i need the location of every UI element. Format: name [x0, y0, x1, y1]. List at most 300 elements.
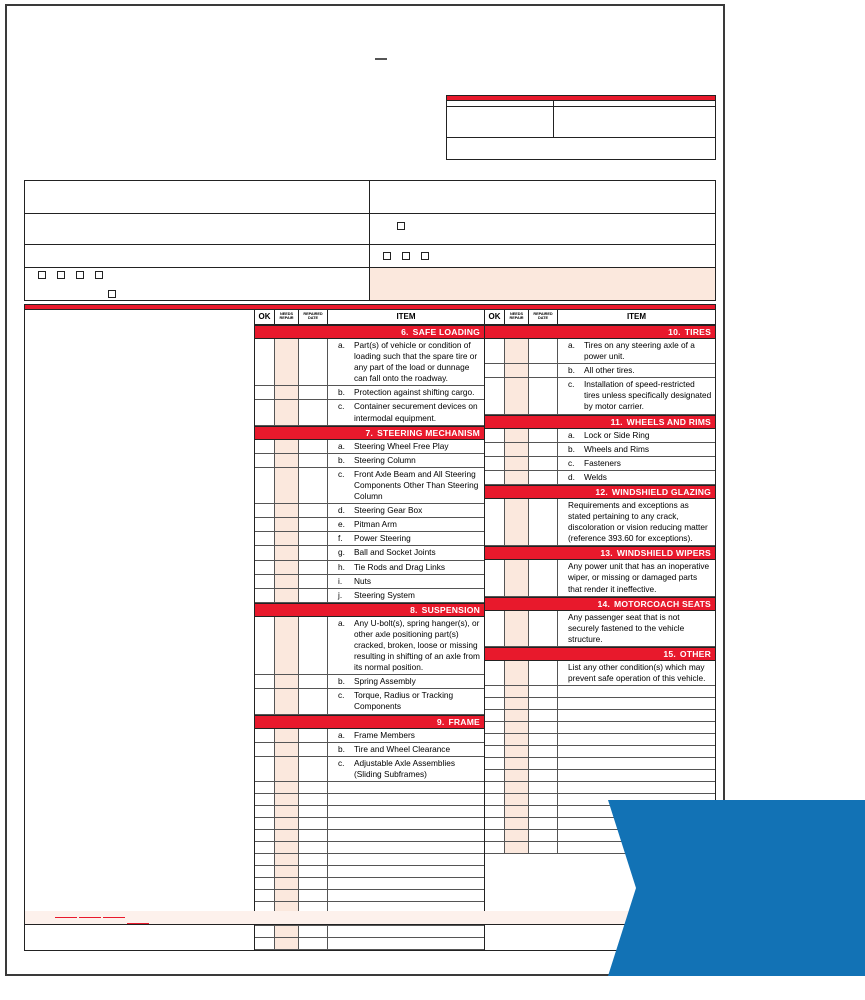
ok-checkbox-cell[interactable]: [485, 842, 505, 853]
ok-checkbox-cell[interactable]: [485, 698, 505, 709]
blank-write-in-line[interactable]: [558, 734, 715, 745]
inspection-item-row: [255, 617, 484, 675]
repaired-date-cell[interactable]: [529, 339, 558, 363]
checkbox-icon[interactable]: [383, 252, 391, 260]
needs-repair-cell[interactable]: [505, 830, 529, 841]
needs-repair-cell[interactable]: [275, 689, 299, 713]
inspection-item-row: [485, 364, 715, 378]
ok-checkbox-cell[interactable]: [255, 339, 275, 385]
checkbox-icon[interactable]: [421, 252, 429, 260]
vehicle-type-other[interactable]: [108, 290, 119, 299]
repaired-date-cell[interactable]: [299, 878, 328, 889]
needs-repair-cell[interactable]: [275, 504, 299, 517]
needs-repair-cell[interactable]: [505, 806, 529, 817]
column-header-row: [485, 310, 715, 325]
repaired-date-cell[interactable]: [529, 443, 558, 456]
repaired-date-cell[interactable]: [299, 743, 328, 756]
repaired-date-cell[interactable]: [529, 782, 558, 793]
ok-checkbox-cell[interactable]: [255, 818, 275, 829]
column-header-row: [255, 310, 484, 325]
repaired-date-cell[interactable]: [529, 611, 558, 646]
blank-line-row[interactable]: [255, 794, 484, 806]
repaired-date-cell[interactable]: [529, 806, 558, 817]
needs-repair-cell[interactable]: [505, 686, 529, 697]
ok-checkbox-cell[interactable]: [485, 794, 505, 805]
repaired-date-cell[interactable]: [299, 890, 328, 901]
needs-repair-cell[interactable]: [275, 938, 299, 949]
inspection-item-row: [485, 443, 715, 457]
repaired-date-cell[interactable]: [299, 532, 328, 545]
blank-line-row[interactable]: [485, 686, 715, 698]
blank-line-row[interactable]: [485, 722, 715, 734]
repaired-date-cell[interactable]: [529, 661, 558, 685]
blank-line-row[interactable]: [485, 698, 715, 710]
blank-write-in-line[interactable]: [558, 782, 715, 793]
ok-checkbox-cell[interactable]: [255, 468, 275, 503]
needs-repair-cell[interactable]: [275, 866, 299, 877]
needs-repair-cell[interactable]: [505, 710, 529, 721]
needs-repair-cell[interactable]: [275, 400, 299, 424]
needs-repair-cell[interactable]: [505, 499, 529, 545]
ok-checkbox-cell[interactable]: [255, 890, 275, 901]
needs-repair-cell[interactable]: [275, 675, 299, 688]
repaired-date-cell[interactable]: [299, 440, 328, 453]
repaired-date-cell[interactable]: [529, 560, 558, 595]
item-letter: f.: [338, 533, 343, 544]
item-letter: c.: [338, 757, 345, 768]
repaired-date-cell[interactable]: [299, 575, 328, 588]
repaired-date-cell[interactable]: [299, 854, 328, 865]
blank-write-in-line[interactable]: [328, 890, 484, 901]
blank-write-in-line[interactable]: [328, 842, 484, 853]
ok-checkbox-cell[interactable]: [485, 499, 505, 545]
ok-checkbox-cell[interactable]: [485, 457, 505, 470]
repaired-date-cell[interactable]: [529, 364, 558, 377]
needs-repair-cell[interactable]: [275, 794, 299, 805]
needs-repair-cell[interactable]: [505, 818, 529, 829]
blank-write-in-line[interactable]: [328, 818, 484, 829]
ok-checkbox-cell[interactable]: [255, 830, 275, 841]
ok-checkbox-cell[interactable]: [255, 842, 275, 853]
ok-checkbox-cell[interactable]: [255, 854, 275, 865]
repaired-date-cell[interactable]: [299, 675, 328, 688]
item-letter: c.: [338, 468, 345, 479]
inspection-item-row: [485, 378, 715, 414]
repaired-date-cell[interactable]: [529, 830, 558, 841]
repaired-date-cell[interactable]: [299, 926, 328, 937]
vid-option-lic-plate[interactable]: [383, 252, 394, 261]
repaired-date-cell[interactable]: [299, 468, 328, 503]
needs-repair-cell[interactable]: [275, 743, 299, 756]
inspection-item-row: [485, 471, 715, 485]
checkbox-icon[interactable]: [397, 222, 405, 230]
repaired-date-cell[interactable]: [529, 734, 558, 745]
item-text: b. Spring Assembly: [338, 676, 416, 687]
needs-repair-cell[interactable]: [505, 560, 529, 595]
blank-line-row[interactable]: [485, 758, 715, 770]
needs-repair-cell[interactable]: [505, 794, 529, 805]
repaired-date-cell[interactable]: [299, 794, 328, 805]
needs-repair-cell[interactable]: [275, 830, 299, 841]
ok-checkbox-cell[interactable]: [485, 443, 505, 456]
item-text: List any other condition(s) which may prevent safe operation of this vehicle.: [568, 661, 706, 683]
needs-repair-cell[interactable]: [275, 729, 299, 742]
needs-repair-cell[interactable]: [505, 770, 529, 781]
needs-repair-cell[interactable]: [275, 878, 299, 889]
blank-write-in-line[interactable]: [328, 938, 484, 949]
inspector-name-field[interactable]: [370, 181, 715, 213]
blank-line-row[interactable]: [485, 746, 715, 758]
vehicle-type-tractor[interactable]: [38, 271, 49, 280]
needs-repair-cell[interactable]: [505, 722, 529, 733]
ok-checkbox-cell[interactable]: [255, 729, 275, 742]
inspection-item-row: [255, 339, 484, 386]
item-text: Any power unit that has an inoperative wiper, or missing or damaged parts that render it ineffective.: [568, 561, 710, 594]
needs-repair-cell[interactable]: [275, 454, 299, 467]
header-ok: OK: [255, 310, 275, 324]
inspection-item-row: [255, 468, 484, 504]
ok-checkbox-cell[interactable]: [255, 689, 275, 713]
item-letter: a.: [338, 729, 345, 740]
ok-checkbox-cell[interactable]: [255, 561, 275, 574]
ok-checkbox-cell[interactable]: [485, 661, 505, 685]
needs-repair-cell[interactable]: [275, 532, 299, 545]
repaired-date-cell[interactable]: [299, 400, 328, 424]
repaired-date-cell[interactable]: [529, 842, 558, 853]
needs-repair-cell[interactable]: [275, 440, 299, 453]
repaired-date-cell[interactable]: [299, 842, 328, 853]
item-text: c. Container securement devices on intermodal equipment.: [338, 401, 478, 423]
ok-checkbox-cell[interactable]: [485, 429, 505, 442]
components-column-2: [255, 310, 485, 950]
repaired-date-cell[interactable]: [299, 504, 328, 517]
needs-repair-cell[interactable]: [275, 842, 299, 853]
ok-checkbox-cell[interactable]: [255, 782, 275, 793]
repaired-date-cell[interactable]: [529, 794, 558, 805]
ok-checkbox-cell[interactable]: [485, 830, 505, 841]
ok-checkbox-cell[interactable]: [485, 560, 505, 595]
vid-option-other[interactable]: [421, 252, 432, 261]
qualification-yes-checkbox[interactable]: [375, 217, 715, 231]
needs-repair-cell[interactable]: [275, 782, 299, 793]
blank-line-row[interactable]: [255, 830, 484, 842]
needs-repair-cell[interactable]: [275, 468, 299, 503]
blank-line-row[interactable]: [255, 866, 484, 878]
blank-write-in-line[interactable]: [558, 722, 715, 733]
section-header-safe-loading: 6. SAFE LOADING: [255, 325, 484, 339]
checkbox-icon[interactable]: [57, 271, 65, 279]
item-letter: h.: [338, 561, 345, 572]
needs-repair-cell[interactable]: [505, 364, 529, 377]
blank-line-row[interactable]: [255, 878, 484, 890]
item-letter: c.: [338, 401, 345, 412]
needs-repair-cell[interactable]: [505, 734, 529, 745]
ok-checkbox-cell[interactable]: [255, 532, 275, 545]
repaired-date-cell[interactable]: [299, 806, 328, 817]
item-text: a. Part(s) of vehicle or condition of loading such that the spare tire or any part of the load or dunnage can fall onto the roadway.: [338, 340, 478, 384]
ok-checkbox-cell[interactable]: [255, 386, 275, 399]
header-ok: OK: [485, 310, 505, 324]
date-field[interactable]: [447, 137, 715, 159]
ok-checkbox-cell[interactable]: [255, 617, 275, 674]
section-header-wheels-and-rims: 11. WHEELS AND RIMS: [485, 415, 715, 429]
vehicle-history-record: [446, 95, 716, 160]
header-item: ITEM: [396, 312, 416, 321]
needs-repair-cell[interactable]: [275, 818, 299, 829]
repaired-date-cell[interactable]: [299, 589, 328, 602]
vehicle-type-bus[interactable]: [95, 271, 106, 280]
blank-write-in-line[interactable]: [558, 770, 715, 781]
needs-repair-cell[interactable]: [275, 890, 299, 901]
ok-checkbox-cell[interactable]: [255, 575, 275, 588]
item-text: j. Steering System: [338, 589, 415, 600]
inspection-item-row: [255, 743, 484, 757]
item-letter: g.: [338, 547, 345, 558]
ok-checkbox-cell[interactable]: [255, 743, 275, 756]
item-text: g. Ball and Socket Joints: [338, 547, 436, 558]
repaired-date-cell[interactable]: [299, 689, 328, 713]
inspection-item-row: [255, 440, 484, 454]
repaired-date-cell[interactable]: [299, 830, 328, 841]
repaired-date-cell[interactable]: [529, 758, 558, 769]
blank-write-in-line[interactable]: [558, 758, 715, 769]
header-repaired-date: REPAIRED DATE: [529, 310, 558, 324]
repaired-date-cell[interactable]: [529, 378, 558, 413]
vehicle-type-field: [25, 268, 370, 300]
item-letter: c.: [568, 457, 575, 468]
needs-repair-cell[interactable]: [275, 589, 299, 602]
repaired-date-cell[interactable]: [529, 429, 558, 442]
blank-line-row[interactable]: [255, 842, 484, 854]
fleet-unit-number-input[interactable]: [554, 106, 715, 137]
ok-checkbox-cell[interactable]: [485, 818, 505, 829]
needs-repair-cell[interactable]: [505, 782, 529, 793]
repaired-date-cell[interactable]: [529, 698, 558, 709]
blank-line-row[interactable]: [255, 854, 484, 866]
vehicle-type-trailer[interactable]: [57, 271, 68, 280]
repaired-date-cell[interactable]: [299, 617, 328, 674]
report-number-input[interactable]: [447, 106, 554, 137]
item-text: b. Tire and Wheel Clearance: [338, 743, 451, 754]
item-letter: a.: [338, 617, 345, 628]
inspection-agency-field[interactable]: [370, 268, 715, 300]
repaired-date-cell[interactable]: [299, 757, 328, 781]
needs-repair-cell[interactable]: [505, 429, 529, 442]
repaired-date-cell[interactable]: [299, 938, 328, 949]
needs-repair-cell[interactable]: [275, 806, 299, 817]
repaired-date-cell[interactable]: [299, 454, 328, 467]
item-text: a. Any U-bolt(s), spring hanger(s), or other axle positioning part(s) cracked, broken, loose or missing resulting in shifting of an axle from its normal position.: [338, 617, 480, 673]
repaired-date-cell[interactable]: [529, 710, 558, 721]
needs-repair-cell[interactable]: [505, 842, 529, 853]
blank-write-in-line[interactable]: [328, 878, 484, 889]
checkbox-icon[interactable]: [108, 290, 116, 298]
item-text: Any passenger seat that is not securely fastened to the vehicle structure.: [568, 611, 685, 644]
blank-write-in-line[interactable]: [328, 866, 484, 877]
item-text: f. Power Steering: [338, 533, 411, 544]
ok-checkbox-cell[interactable]: [255, 504, 275, 517]
needs-repair-cell[interactable]: [275, 386, 299, 399]
inspection-item-row: [255, 675, 484, 689]
needs-repair-cell[interactable]: [505, 339, 529, 363]
repaired-date-cell[interactable]: [299, 866, 328, 877]
repaired-date-cell[interactable]: [299, 546, 328, 559]
ok-checkbox-cell[interactable]: [485, 378, 505, 413]
header-needs-repair: NEEDS REPAIR: [505, 310, 529, 324]
needs-repair-cell[interactable]: [275, 617, 299, 674]
blank-line-row[interactable]: [255, 818, 484, 830]
repaired-date-cell[interactable]: [299, 518, 328, 531]
needs-repair-cell[interactable]: [505, 698, 529, 709]
ok-checkbox-cell[interactable]: [485, 734, 505, 745]
inspection-item-row: [255, 729, 484, 743]
motor-carrier-operator-field[interactable]: [25, 181, 370, 213]
ok-checkbox-cell[interactable]: [485, 611, 505, 646]
ok-checkbox-cell[interactable]: [255, 866, 275, 877]
ok-checkbox-cell[interactable]: [485, 339, 505, 363]
needs-repair-cell[interactable]: [275, 546, 299, 559]
repaired-date-cell[interactable]: [529, 471, 558, 484]
blank-write-in-line[interactable]: [328, 926, 484, 937]
needs-repair-cell[interactable]: [275, 339, 299, 385]
inspection-item-row: [255, 757, 484, 782]
ok-checkbox-cell[interactable]: [255, 675, 275, 688]
address-field[interactable]: [25, 214, 370, 244]
ok-checkbox-cell[interactable]: [255, 878, 275, 889]
ok-checkbox-cell[interactable]: [485, 806, 505, 817]
inspection-item-row: [255, 575, 484, 589]
ok-checkbox-cell[interactable]: [255, 546, 275, 559]
section-header-other: 15. OTHER: [485, 647, 715, 661]
repaired-date-cell[interactable]: [529, 770, 558, 781]
ok-checkbox-cell[interactable]: [485, 686, 505, 697]
checkbox-icon[interactable]: [95, 271, 103, 279]
blank-line-row[interactable]: [485, 782, 715, 794]
section-header-tires: 10. TIRES: [485, 325, 715, 339]
needs-repair-cell[interactable]: [505, 457, 529, 470]
ok-checkbox-cell[interactable]: [255, 454, 275, 467]
blank-write-in-line[interactable]: [328, 806, 484, 817]
ok-checkbox-cell[interactable]: [485, 746, 505, 757]
repaired-date-cell[interactable]: [299, 818, 328, 829]
blank-write-in-line[interactable]: [328, 782, 484, 793]
needs-repair-cell[interactable]: [505, 443, 529, 456]
blank-line-row[interactable]: [255, 782, 484, 794]
repaired-date-cell[interactable]: [529, 722, 558, 733]
needs-repair-cell[interactable]: [505, 611, 529, 646]
inspection-item-row: [255, 504, 484, 518]
ok-checkbox-cell[interactable]: [485, 782, 505, 793]
needs-repair-cell[interactable]: [505, 378, 529, 413]
checkbox-icon[interactable]: [38, 271, 46, 279]
city-state-zip-field[interactable]: [25, 245, 370, 267]
blank-write-in-line[interactable]: [328, 794, 484, 805]
checkbox-icon[interactable]: [402, 252, 410, 260]
blank-line-row[interactable]: [485, 710, 715, 722]
ok-checkbox-cell[interactable]: [255, 806, 275, 817]
ok-checkbox-cell[interactable]: [485, 722, 505, 733]
needs-repair-cell[interactable]: [275, 561, 299, 574]
blank-line-row[interactable]: [255, 938, 484, 950]
blank-line-row[interactable]: [255, 806, 484, 818]
ok-checkbox-cell[interactable]: [255, 794, 275, 805]
blank-line-row[interactable]: [485, 770, 715, 782]
blank-write-in-line[interactable]: [558, 698, 715, 709]
repaired-date-cell[interactable]: [299, 561, 328, 574]
item-letter: b.: [338, 387, 345, 398]
blank-line-row[interactable]: [255, 890, 484, 902]
inspection-item-row: [485, 457, 715, 471]
repaired-date-cell[interactable]: [299, 782, 328, 793]
item-letter: a.: [568, 340, 575, 350]
needs-repair-cell[interactable]: [505, 471, 529, 484]
ok-checkbox-cell[interactable]: [255, 518, 275, 531]
header-needs-repair: NEEDS REPAIR: [275, 310, 299, 324]
blank-write-in-line[interactable]: [328, 854, 484, 865]
repaired-date-cell[interactable]: [529, 499, 558, 545]
needs-repair-cell[interactable]: [275, 757, 299, 781]
needs-repair-cell[interactable]: [275, 518, 299, 531]
ok-checkbox-cell[interactable]: [485, 758, 505, 769]
ok-checkbox-cell[interactable]: [485, 710, 505, 721]
crop-tick-mark: [375, 58, 387, 60]
ok-checkbox-cell[interactable]: [255, 926, 275, 937]
checkbox-icon[interactable]: [76, 271, 84, 279]
item-letter: b.: [338, 676, 345, 687]
ok-checkbox-cell[interactable]: [485, 770, 505, 781]
needs-repair-cell[interactable]: [275, 926, 299, 937]
blank-write-in-line[interactable]: [558, 710, 715, 721]
inspection-item-row: [255, 532, 484, 546]
item-text: c. Front Axle Beam and All Steering Components Other Than Steering Column: [338, 468, 479, 502]
section-header-frame: 9. FRAME: [255, 715, 484, 729]
vid-option-vin[interactable]: [402, 252, 413, 261]
ok-checkbox-cell[interactable]: [485, 471, 505, 484]
ok-checkbox-cell[interactable]: [255, 440, 275, 453]
item-text: Requirements and exceptions as stated pertaining to any crack, discoloration or vision reducing matter (reference 393.60 for exceptions).: [568, 499, 708, 544]
repaired-date-cell[interactable]: [529, 746, 558, 757]
blank-write-in-line[interactable]: [558, 746, 715, 757]
repaired-date-cell[interactable]: [299, 386, 328, 399]
needs-repair-cell[interactable]: [505, 661, 529, 685]
pack-quantity-badge: [608, 800, 865, 976]
repaired-date-cell[interactable]: [529, 457, 558, 470]
ok-checkbox-cell[interactable]: [485, 364, 505, 377]
blank-write-in-line[interactable]: [328, 830, 484, 841]
blank-line-row[interactable]: [485, 734, 715, 746]
repaired-date-cell[interactable]: [529, 818, 558, 829]
repaired-date-cell[interactable]: [299, 339, 328, 385]
ok-checkbox-cell[interactable]: [255, 589, 275, 602]
inspection-item-row: [255, 689, 484, 714]
needs-repair-cell[interactable]: [505, 746, 529, 757]
repaired-date-cell[interactable]: [529, 686, 558, 697]
item-letter: d.: [338, 505, 345, 516]
blank-line-row[interactable]: [255, 926, 484, 938]
vehicle-type-truck[interactable]: [76, 271, 87, 280]
ok-checkbox-cell[interactable]: [255, 757, 275, 781]
ok-checkbox-cell[interactable]: [255, 400, 275, 424]
blank-write-in-line[interactable]: [558, 686, 715, 697]
needs-repair-cell[interactable]: [505, 758, 529, 769]
inspection-item-row: [255, 589, 484, 603]
needs-repair-cell[interactable]: [275, 575, 299, 588]
needs-repair-cell[interactable]: [275, 854, 299, 865]
inspection-item-row: [485, 611, 715, 647]
repaired-date-cell[interactable]: [299, 729, 328, 742]
item-text: b. Wheels and Rims: [568, 443, 650, 454]
ok-checkbox-cell[interactable]: [255, 938, 275, 949]
